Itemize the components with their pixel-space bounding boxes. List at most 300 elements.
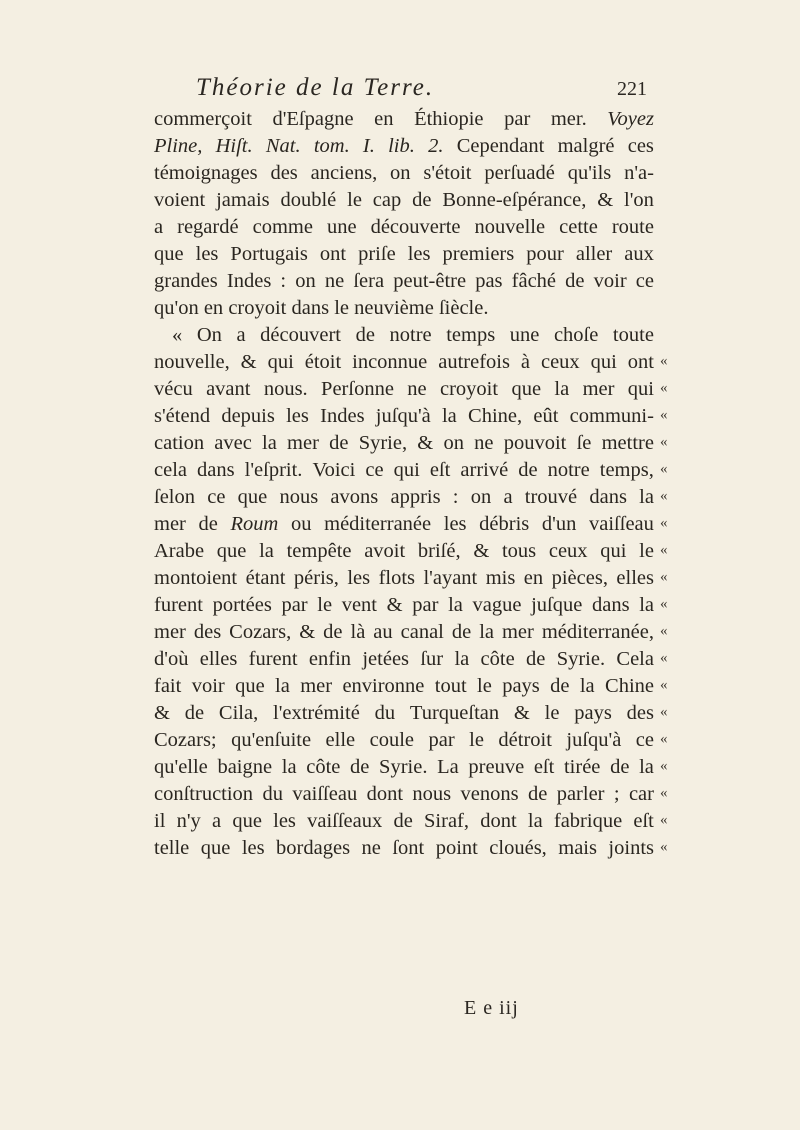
word: qu'enſuite <box>231 729 312 751</box>
word: par <box>281 594 308 616</box>
word: la <box>527 810 543 832</box>
word: juſqu'à <box>375 405 431 427</box>
word: que <box>511 378 542 400</box>
word: eſt <box>429 459 451 481</box>
word: la <box>639 486 654 508</box>
word: doublé <box>280 189 337 211</box>
word: à <box>520 351 531 373</box>
word: ne <box>474 432 494 454</box>
word: cela <box>154 459 187 481</box>
word: Éthiopie <box>414 108 484 130</box>
text-line <box>154 106 654 133</box>
word: on <box>443 432 464 454</box>
word: aller <box>575 243 613 265</box>
word: & <box>386 594 403 616</box>
word: elles <box>199 648 238 670</box>
word: Chine, <box>468 405 523 427</box>
quote-mark: « <box>660 623 668 639</box>
text-line <box>154 484 654 511</box>
word: preuve <box>468 756 525 778</box>
word: les <box>407 243 431 265</box>
word: croyoit <box>228 297 292 319</box>
text-line <box>154 727 654 754</box>
word: eſt <box>633 810 654 832</box>
word: de <box>451 621 472 643</box>
word: temps, <box>599 459 654 481</box>
text-line <box>154 457 654 484</box>
word: Cependant <box>456 135 545 157</box>
word: tempête <box>286 540 352 562</box>
word: a <box>154 216 164 238</box>
word: Chine <box>605 675 654 697</box>
word: nous. <box>263 378 308 400</box>
word: ont <box>627 351 654 373</box>
word: peut-être <box>393 270 467 292</box>
word: nous <box>412 783 452 805</box>
word: le <box>334 297 355 319</box>
word: étoit <box>304 351 342 373</box>
word: que <box>232 810 262 832</box>
word: qui <box>393 459 420 481</box>
word: s'étoit <box>423 162 472 184</box>
word: nouvelle <box>474 216 546 238</box>
word: juſque <box>531 594 583 616</box>
word: a <box>212 810 222 832</box>
text-line <box>154 646 654 673</box>
word: de <box>198 513 218 535</box>
word: d'Eſpagne <box>272 108 354 130</box>
word: découvert <box>260 324 341 346</box>
word: là <box>350 621 366 643</box>
word: vague <box>472 594 522 616</box>
word: « <box>172 324 183 346</box>
word: la <box>275 675 290 697</box>
word: fâché <box>511 270 557 292</box>
word: en <box>374 108 394 130</box>
word: les <box>286 405 309 427</box>
word: Turqueſtan <box>409 702 500 724</box>
word: la <box>579 675 595 697</box>
word: mer <box>154 621 186 643</box>
quote-mark: « <box>660 353 668 369</box>
word: cation <box>154 432 205 454</box>
word: mer <box>287 432 319 454</box>
word: & <box>240 351 257 373</box>
word: qui <box>627 378 654 400</box>
word: méditerranée <box>324 513 432 535</box>
word: le <box>469 729 484 751</box>
word: & <box>154 702 170 724</box>
quote-mark: « <box>660 569 668 585</box>
word: de <box>393 810 413 832</box>
word: mis <box>485 567 516 589</box>
word: la <box>281 756 297 778</box>
word: le <box>477 675 492 697</box>
text-line <box>154 430 654 457</box>
text-line <box>154 808 654 835</box>
word: le <box>639 540 654 562</box>
word: vaiſſeau <box>292 783 358 805</box>
word: malgré <box>557 135 615 157</box>
word: ce <box>365 459 384 481</box>
word: tout <box>434 675 467 697</box>
word: cloués, <box>489 837 547 859</box>
word: & <box>299 621 316 643</box>
word: les <box>273 810 296 832</box>
word: ceux <box>540 351 580 373</box>
text-line <box>154 268 654 295</box>
word: nouvelle, <box>154 351 230 373</box>
word: dont <box>480 810 517 832</box>
word: anciens, <box>310 162 378 184</box>
word: canal <box>400 621 444 643</box>
word: que <box>200 837 231 859</box>
word: On <box>196 324 222 346</box>
word: ne <box>324 270 345 292</box>
word: eſt <box>533 756 555 778</box>
text-line <box>154 781 654 808</box>
word: de <box>355 324 375 346</box>
word: juſqu'à <box>566 729 622 751</box>
word: 2. <box>428 135 444 157</box>
word: furent <box>154 594 203 616</box>
word: les <box>347 567 371 589</box>
quote-mark: « <box>660 812 668 828</box>
word: jamais <box>216 189 270 211</box>
word: la <box>441 405 457 427</box>
word: du <box>374 702 396 724</box>
word: cap <box>372 189 402 211</box>
word: le <box>544 702 560 724</box>
text-line <box>154 349 654 376</box>
quote-mark: « <box>660 488 668 504</box>
text-line <box>154 241 654 268</box>
word: Hiſt. <box>215 135 253 157</box>
word: l'on <box>624 189 654 211</box>
word: temps <box>446 324 496 346</box>
word: elle <box>325 729 356 751</box>
word: de <box>565 270 585 292</box>
word: détroit <box>498 729 552 751</box>
word: que <box>154 243 184 265</box>
word: mer <box>501 621 534 643</box>
body-text <box>154 106 654 862</box>
word: qui <box>590 351 617 373</box>
word: lib. <box>388 135 415 157</box>
word: ſelon <box>154 486 195 508</box>
word: les <box>241 837 265 859</box>
word: & <box>513 702 530 724</box>
word: il <box>154 810 166 832</box>
quote-mark: « <box>660 704 668 720</box>
word: avec <box>214 432 252 454</box>
word: la <box>639 756 654 778</box>
word: avons <box>330 486 379 508</box>
word: notre <box>547 459 590 481</box>
text-line <box>154 295 654 322</box>
word: que <box>216 540 247 562</box>
word: : <box>452 486 459 508</box>
word: ſiècle. <box>438 297 489 319</box>
word: ce <box>635 270 654 292</box>
word: environne <box>342 675 425 697</box>
word: s'étend <box>154 405 211 427</box>
text-line <box>154 160 654 187</box>
word: par <box>504 108 531 130</box>
word: ſur <box>420 648 444 670</box>
word: fabrique <box>553 810 623 832</box>
word: ſera <box>353 270 385 292</box>
word: pouvoit <box>503 432 567 454</box>
word: du <box>262 783 283 805</box>
word: & <box>417 432 434 454</box>
quote-mark: « <box>660 677 668 693</box>
word: avoit <box>364 540 406 562</box>
word: de <box>350 756 370 778</box>
word: mer. <box>550 108 587 130</box>
word: on <box>470 486 492 508</box>
word: Syrie. <box>556 648 606 670</box>
word: premiers <box>442 243 515 265</box>
word: coule <box>369 729 415 751</box>
word: commerçoit <box>154 108 252 130</box>
word: dans <box>589 486 627 508</box>
word: de <box>412 189 432 211</box>
word: parler <box>556 783 605 805</box>
word: route <box>611 216 654 238</box>
word: Cela <box>616 648 654 670</box>
word: péris, <box>293 567 339 589</box>
word: regardé <box>177 216 239 238</box>
word: jetées <box>362 648 410 670</box>
quote-mark: « <box>660 461 668 477</box>
word: perſuadé <box>484 162 555 184</box>
word: Portugais <box>230 243 308 265</box>
quote-mark: « <box>660 839 668 855</box>
word: par <box>412 594 439 616</box>
word: Syrie. <box>379 756 428 778</box>
word: a <box>503 486 513 508</box>
word: débris <box>479 513 530 535</box>
word: Arabe <box>154 540 205 562</box>
word: de <box>550 675 570 697</box>
word: la <box>639 594 654 616</box>
word: baigne <box>217 756 273 778</box>
word: pays <box>574 702 612 724</box>
word: la <box>262 432 277 454</box>
word: ou <box>290 513 312 535</box>
word: Cozars, <box>229 621 292 643</box>
word: méditerranée, <box>541 621 654 643</box>
word: car <box>628 783 654 805</box>
word: autrefois <box>438 351 510 373</box>
quote-mark: « <box>660 515 668 531</box>
text-line <box>154 214 654 241</box>
word: aux <box>624 243 654 265</box>
word: tom. <box>313 135 350 157</box>
word: une <box>509 324 540 346</box>
word: portées <box>212 594 272 616</box>
word: étant <box>245 567 286 589</box>
word: pièces, <box>551 567 608 589</box>
word: Indes <box>226 270 272 292</box>
word: I. <box>362 135 375 157</box>
word: Voici <box>312 459 356 481</box>
text-line <box>154 133 654 160</box>
word: mettre <box>601 432 654 454</box>
word: l'eſprit. <box>244 459 303 481</box>
text-line <box>154 511 654 538</box>
word: tous <box>501 540 537 562</box>
word: au <box>373 621 393 643</box>
word: Cozars; <box>154 729 217 751</box>
quote-mark: « <box>660 380 668 396</box>
word: ce <box>635 729 654 751</box>
word: conſtruction <box>154 783 254 805</box>
word: dans <box>591 594 630 616</box>
text-line <box>154 592 654 619</box>
word: arrivé <box>460 459 509 481</box>
word: en <box>523 567 544 589</box>
text-line <box>154 322 654 349</box>
word: : <box>280 270 287 292</box>
word: en <box>203 297 229 319</box>
word: ſe <box>576 432 592 454</box>
word: de <box>610 756 630 778</box>
word: avant <box>206 378 251 400</box>
word: de <box>518 459 538 481</box>
word: ſont <box>392 837 425 859</box>
quote-mark: « <box>660 434 668 450</box>
word: côte <box>306 756 341 778</box>
text-line <box>154 835 654 862</box>
word: l'ayant <box>423 567 478 589</box>
quote-mark: « <box>660 596 668 612</box>
word: d'un <box>541 513 577 535</box>
text-line <box>154 565 654 592</box>
word: pas <box>475 270 503 292</box>
word: La <box>437 756 459 778</box>
word: Voyez <box>607 108 654 130</box>
word: mer <box>300 675 333 697</box>
word: neuvième <box>354 297 439 319</box>
word: par <box>428 729 455 751</box>
word: de <box>323 621 343 643</box>
word: mer <box>154 513 186 535</box>
quote-mark: « <box>660 650 668 666</box>
word: d'où <box>154 648 189 670</box>
word: côte <box>480 648 515 670</box>
word: choſe <box>553 324 599 346</box>
word: Siraf, <box>424 810 470 832</box>
word: n'y <box>176 810 201 832</box>
text-line <box>154 403 654 430</box>
word: elles <box>616 567 654 589</box>
word: vaiſſeau <box>589 513 654 535</box>
quote-mark: « <box>660 758 668 774</box>
word: & <box>597 189 614 211</box>
word: les <box>443 513 467 535</box>
word: Pline, <box>154 135 203 157</box>
word: ; <box>613 783 620 805</box>
word: Indes <box>320 405 365 427</box>
word: mais <box>558 837 597 859</box>
word: la <box>448 594 463 616</box>
word: la <box>454 648 470 670</box>
word: que <box>237 486 268 508</box>
word: dans <box>291 297 335 319</box>
word: dans <box>197 459 235 481</box>
word: découverte <box>370 216 461 238</box>
word: qui <box>267 351 294 373</box>
word: une <box>326 216 357 238</box>
word: toute <box>612 324 654 346</box>
quote-mark: « <box>660 731 668 747</box>
word: ne <box>407 378 427 400</box>
word: depuis <box>221 405 275 427</box>
word: mer <box>582 378 615 400</box>
word: qu'elle <box>154 756 208 778</box>
running-title: Théorie de la Terre. <box>196 74 435 101</box>
word: la <box>554 378 570 400</box>
word: joints <box>608 837 654 859</box>
quote-mark: « <box>660 542 668 558</box>
word: de <box>329 432 349 454</box>
word: ont <box>319 243 347 265</box>
word: de <box>184 702 205 724</box>
quote-mark: « <box>660 785 668 801</box>
text-line <box>154 187 654 214</box>
word: la <box>259 540 274 562</box>
word: des <box>193 621 222 643</box>
word: inconnue <box>352 351 428 373</box>
word: ce <box>207 486 226 508</box>
word: de <box>526 648 546 670</box>
word: bordages <box>276 837 351 859</box>
word: on <box>390 162 411 184</box>
word: & <box>473 540 490 562</box>
text-line <box>154 376 654 403</box>
word: notre <box>389 324 432 346</box>
quote-mark: « <box>660 407 668 423</box>
text-line <box>154 673 654 700</box>
word: furent <box>248 648 298 670</box>
page-number: 221 <box>617 78 647 100</box>
word: qu'on <box>154 297 204 319</box>
text-line <box>154 700 654 727</box>
word: montoient <box>154 567 238 589</box>
word: vaiſſeaux <box>307 810 383 832</box>
word: comme <box>252 216 313 238</box>
word: dont <box>366 783 404 805</box>
word: de <box>527 783 548 805</box>
word: point <box>435 837 478 859</box>
word: ne <box>361 837 381 859</box>
word: témoignages <box>154 162 258 184</box>
word: flots <box>378 567 416 589</box>
word: telle <box>154 837 190 859</box>
text-line <box>154 619 654 646</box>
word: a <box>236 324 246 346</box>
signature-mark: E e iij <box>464 997 519 1019</box>
word: l'extrémité <box>273 702 360 724</box>
word: Bonne-eſpérance, <box>442 189 587 211</box>
word: voir <box>191 675 225 697</box>
word: qu'ils <box>567 162 612 184</box>
word: n'a- <box>624 162 654 184</box>
word: qui <box>600 540 627 562</box>
word: le <box>317 594 333 616</box>
